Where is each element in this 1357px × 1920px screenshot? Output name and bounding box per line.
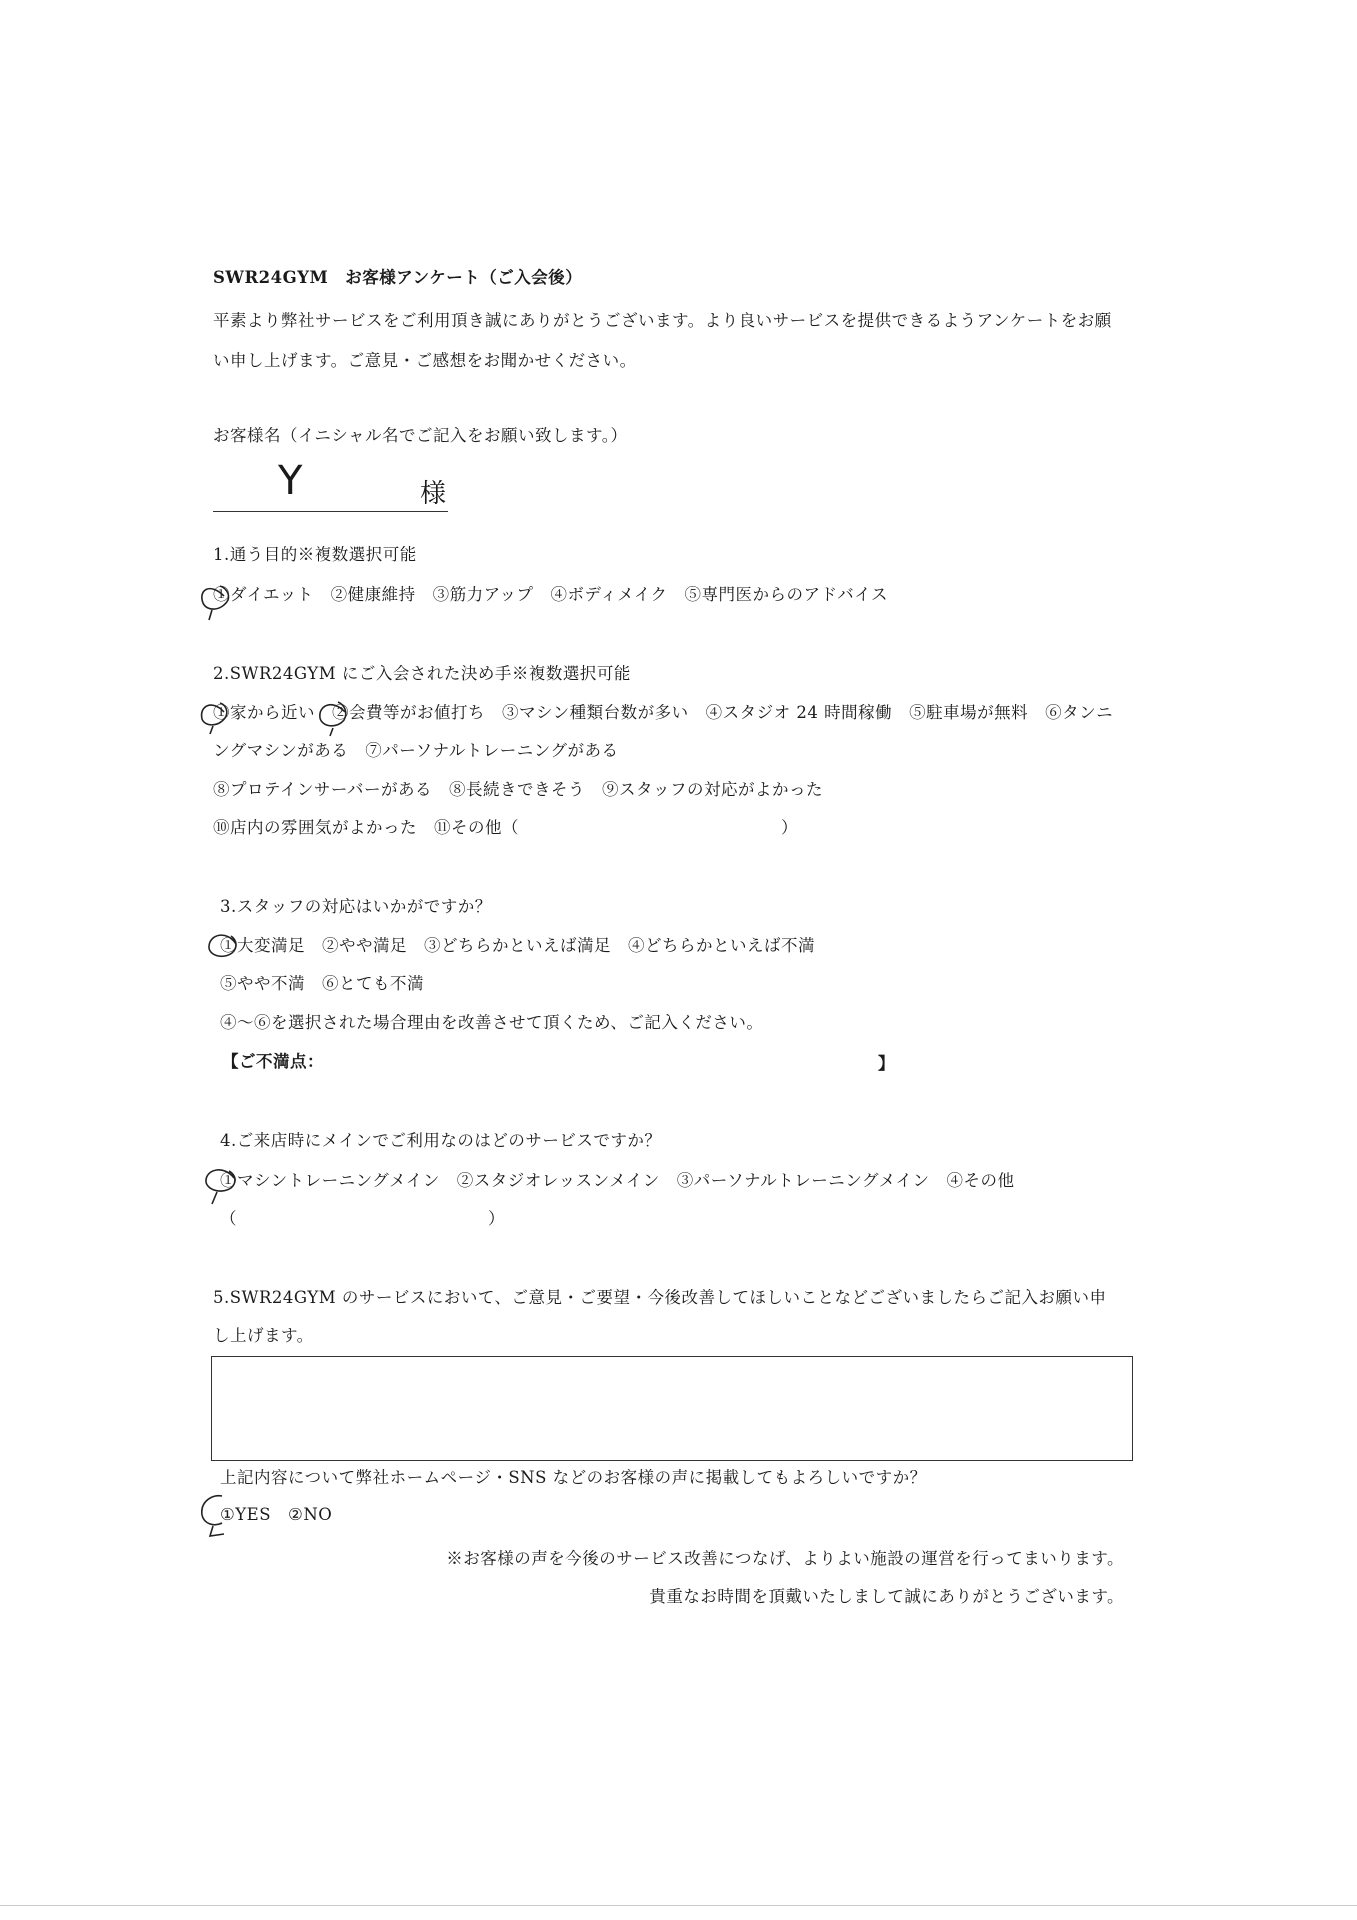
q5-label-line1: 5.SWR24GYM のサービスにおいて、ご意見・ご要望・今後改善してほしいことなどございましたらご記入お願い申 <box>213 1288 1107 1307</box>
intro-text-line1: 平素より弊社サービスをご利用頂き誠にありがとうございます。より良いサービスを提供できるようアンケートをお願 <box>213 311 1112 330</box>
q4-other-open: （ <box>220 1209 237 1228</box>
q2-other-close: ） <box>781 818 798 837</box>
footer-note: ※お客様の声を今後のサービス改善につなげ、よりよい施設の運営を行ってまいります。 <box>446 1549 1124 1568</box>
intro-text-line2: い申し上げます。ご意見・ご感想をお聞かせください。 <box>213 351 637 370</box>
q4-other-close: ） <box>488 1209 505 1228</box>
customer-name-underline <box>213 511 448 512</box>
q2-label: 2.SWR24GYM にご入会された決め手※複数選択可能 <box>213 664 631 683</box>
q5-label-line2: し上げます。 <box>213 1326 314 1345</box>
q1-label: 1.通う目的※複数選択可能 <box>213 545 417 564</box>
q3-label: 3.スタッフの対応はいかがですか？ <box>220 897 492 916</box>
q3-options-line1: ①大変満足 ②やや満足 ③どちらかといえば満足 ④どちらかといえば不満 <box>220 936 815 955</box>
customer-name-suffix: 様 <box>420 479 447 509</box>
q3-instruction: ④～⑥を選択された場合理由を改善させて頂くため、ご記入ください。 <box>220 1013 764 1032</box>
q3-complaint-close: 】 <box>878 1054 895 1073</box>
q2-options-line1: ①家から近い ②会費等がお値打ち ③マシン種類台数が多い ④スタジオ 24 時間稼働 ⑤駐車場が無料 ⑥タンニ <box>213 703 1114 722</box>
q2-options-line2: ングマシンがある ⑦パーソナルトレーニングがある <box>213 741 619 760</box>
q3-complaint-open: 【ご不満点： <box>222 1052 324 1071</box>
publish-consent-question: 上記内容について弊社ホームページ・SNS などのお客様の声に掲載してもよろしいですか？ <box>220 1468 927 1487</box>
q3-options-line2: ⑤やや不満 ⑥とても不満 <box>220 974 424 993</box>
handwritten-initial: Y <box>278 458 303 504</box>
footer-thanks: 貴重なお時間を頂戴いたしまして誠にありがとうございます。 <box>649 1587 1124 1606</box>
survey-title: SWR24GYM お客様アンケート（ご入会後） <box>213 268 583 287</box>
q2-options-line4: ⑩店内の雰囲気がよかった ⑪その他（ <box>213 818 519 837</box>
publish-consent-options: ①YES ②NO <box>220 1505 333 1524</box>
q4-options-line1: ①マシントレーニングメイン ②スタジオレッスンメイン ③パーソナルトレーニングメイン ④その他 <box>220 1171 1015 1190</box>
q2-options-line3: ⑧プロテインサーバーがある ⑧長続きできそう ⑨スタッフの対応がよかった <box>213 780 824 799</box>
customer-name-prompt: お客様名（イニシャル名でご記入をお願い致します。） <box>213 426 628 445</box>
scan-edge-line <box>0 1905 1357 1906</box>
q1-options: ①ダイエット ②健康維持 ③筋力アップ ④ボディメイク ⑤専門医からのアドバイス <box>213 585 889 604</box>
q5-answer-box[interactable] <box>211 1356 1133 1461</box>
q4-label: 4.ご来店時にメインでご利用なのはどのサービスですか？ <box>220 1131 662 1150</box>
